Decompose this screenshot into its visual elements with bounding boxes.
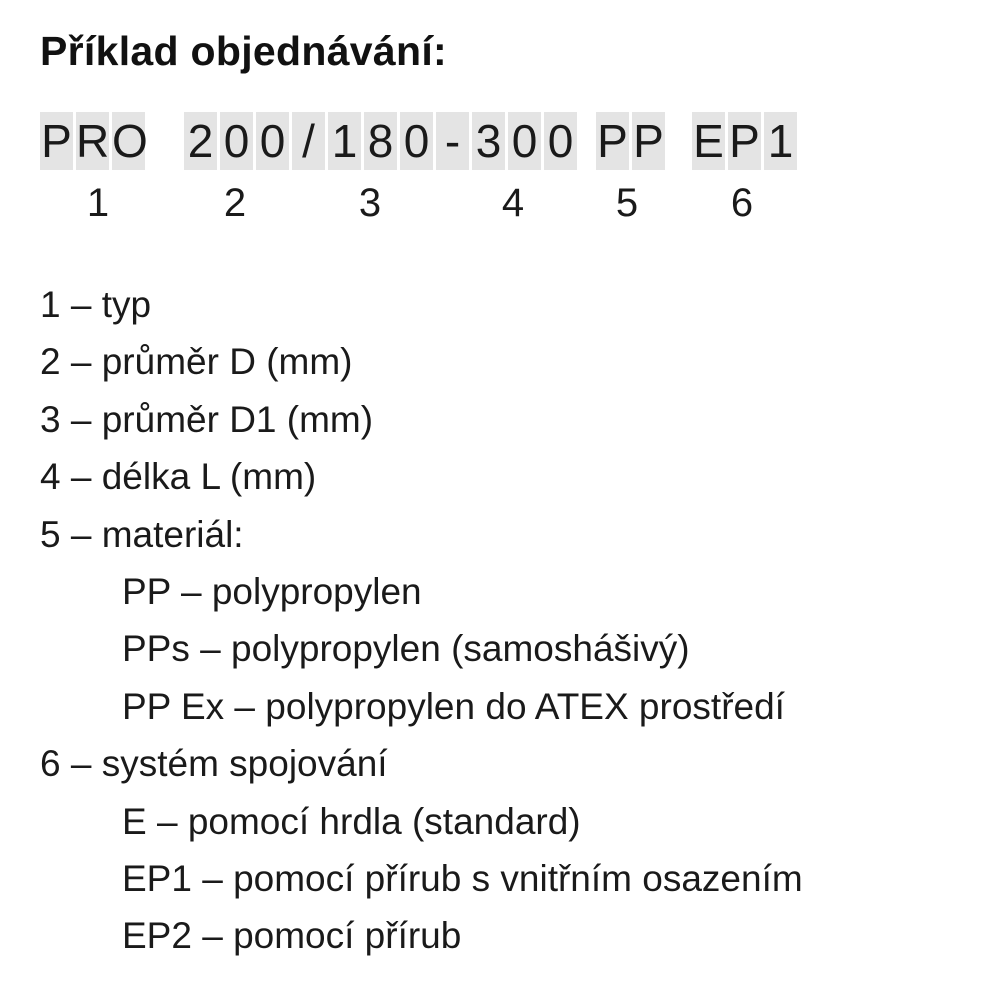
position-number: 6: [730, 181, 754, 225]
page-title: Příklad objednávání:: [40, 28, 447, 74]
position-number: 2: [223, 181, 247, 225]
code-character: 0: [220, 112, 253, 170]
position-number: 5: [615, 181, 639, 225]
legend-item: 5 – materiál:: [40, 513, 244, 555]
code-character: 8: [364, 112, 397, 170]
legend-subitem: E – pomocí hrdla (standard): [122, 800, 581, 842]
code-character: P: [40, 112, 73, 170]
legend-subitem: PP Ex – polypropylen do ATEX prostředí: [122, 685, 785, 727]
legend-item: 1 – typ: [40, 284, 152, 325]
code-character: 0: [508, 112, 541, 170]
code-segment-material: [596, 112, 665, 170]
legend-item: 3 – průměr D1 (mm): [40, 398, 374, 440]
code-character: P: [632, 112, 665, 170]
legend-subitem: PPs – polypropylen (samoshášivý): [122, 628, 690, 670]
code-character: -: [436, 112, 469, 170]
position-number: 4: [501, 181, 525, 225]
code-character: 3: [472, 112, 505, 170]
legend-item: 4 – délka L (mm): [40, 456, 317, 498]
code-segment-connection: [692, 112, 797, 170]
code-segment-type: [40, 112, 148, 170]
code-character: 0: [256, 112, 289, 170]
legend-subitem: PP – polypropylen: [122, 570, 422, 612]
legend-subitem: EP1 – pomocí přírub s vnitřním osazením: [122, 857, 803, 899]
code-character: 0: [400, 112, 433, 170]
legend-item: 2 – průměr D (mm): [40, 341, 353, 383]
code-character: E: [692, 112, 725, 170]
code-character: 1: [328, 112, 361, 170]
code-character: P: [728, 112, 761, 170]
code-character: R: [76, 112, 109, 170]
code-character: P: [596, 112, 629, 170]
code-character: 2: [184, 112, 217, 170]
position-number: 1: [86, 181, 110, 225]
position-number: 3: [358, 181, 382, 225]
code-character: 0: [544, 112, 577, 170]
legend-item: 6 – systém spojování: [40, 743, 388, 785]
code-position-numbers: [40, 178, 980, 228]
order-code: [40, 112, 980, 170]
legend-list: [40, 280, 990, 969]
code-character: O: [112, 112, 145, 170]
code-character: /: [292, 112, 325, 170]
code-character: 1: [764, 112, 797, 170]
legend-subitem: EP2 – pomocí přírub: [122, 915, 462, 957]
code-segment-dimensions: [184, 112, 577, 170]
